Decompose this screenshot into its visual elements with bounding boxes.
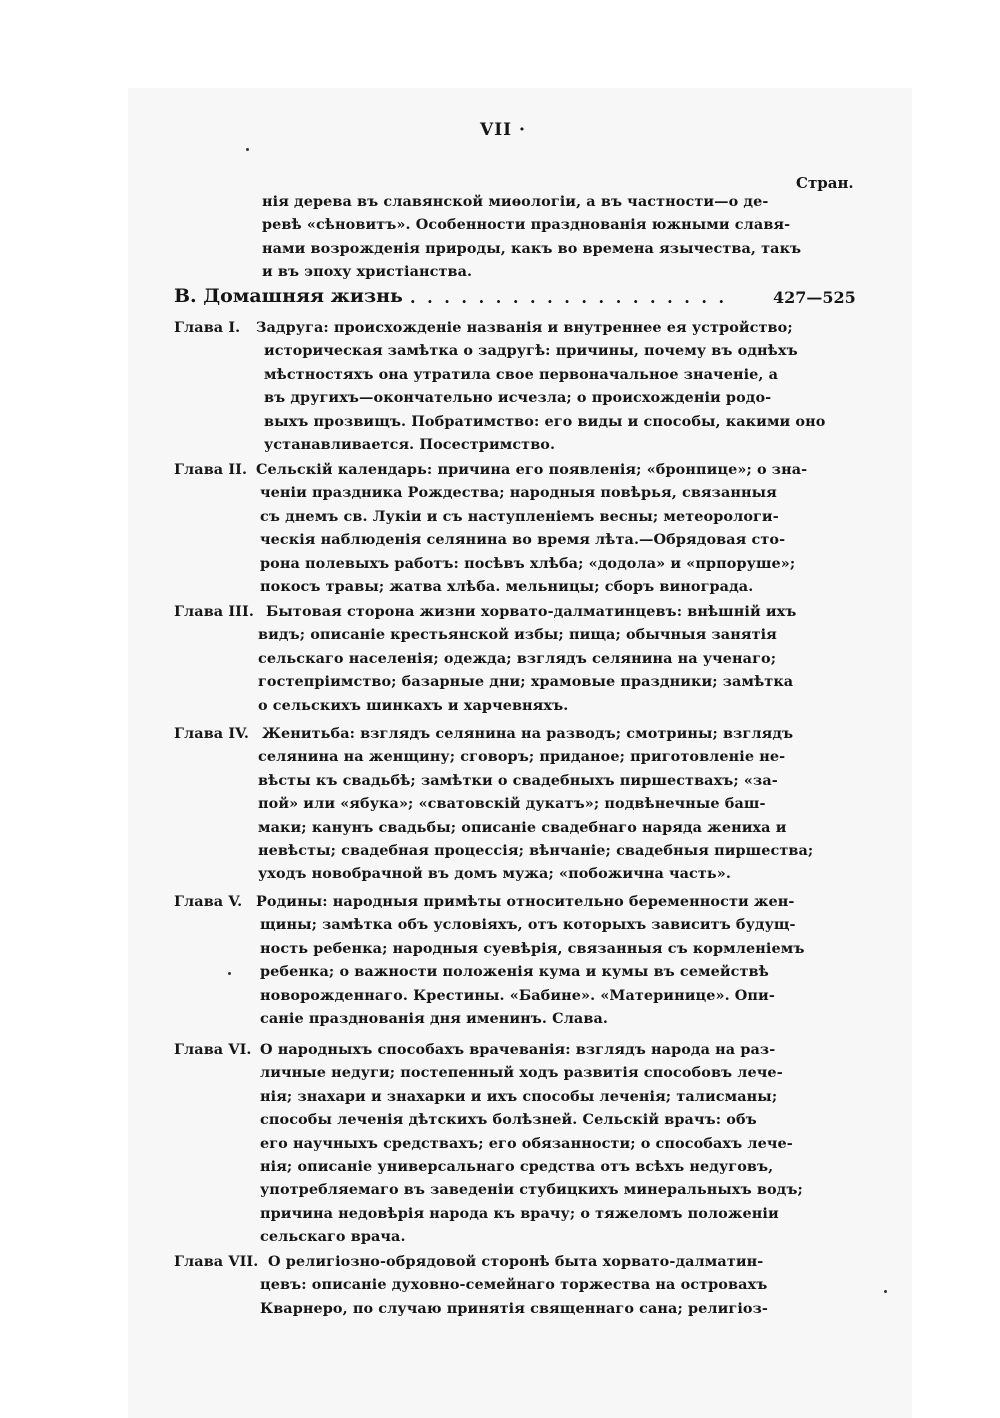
text-line: Бытовая сторона жизни хорвато-далматинцевъ: внѣшній ихъ — [266, 603, 797, 620]
text-line: О религіозно-обрядовой сторонѣ быта хорвато-далматин- — [268, 1253, 764, 1270]
text-line: сельскаго населенія; одежда; взглядъ селянина на ученаго; — [258, 649, 777, 667]
text-line: его научныхъ средствахъ; его обязанности; о способахъ лече- — [260, 1134, 793, 1152]
text-line: селянина на женщину; сговоръ; приданое; приготовленіе не- — [258, 748, 786, 766]
intro-paragraph — [262, 190, 801, 284]
text-line: историческая замѣтка о задругѣ: причины, почему въ однѣхъ — [264, 342, 798, 360]
chapter-summary — [256, 316, 825, 456]
chapter-summary — [260, 1250, 768, 1320]
text-line: ребенка; о важности положенія кума и кумы въ семействѣ — [260, 963, 769, 981]
text-line: съ днемъ св. Лукіи и съ наступленіемъ весны; метеорологи- — [260, 507, 779, 525]
scan-speck — [884, 1290, 887, 1293]
text-line: и въ эпоху христіанства. — [262, 263, 473, 281]
chapter-summary — [256, 890, 804, 1030]
text-line: цевъ: описаніе духовно-семейнаго торжества на островахъ — [260, 1276, 768, 1294]
text-line: нія дерева въ славянской миѳологіи, а въ частности—о де- — [262, 193, 769, 210]
text-line: употребляемаго въ заведеніи стубицкихъ минеральныхъ водъ; — [260, 1181, 803, 1199]
text-line: Задруга: происхожденіе названія и внутреннее ея устройство; — [256, 319, 793, 336]
text-line: саніе празднованія дня именинъ. Слава. — [260, 1009, 608, 1027]
scan-speck — [246, 148, 249, 151]
text-line: сельскаго врача. — [260, 1228, 406, 1246]
text-line: ческія наблюденія селянина во время лѣта.—Обрядовая сто- — [260, 531, 786, 549]
part-page-range: 427—525 — [773, 288, 856, 307]
leader-dots: . . . . . . . . . . . . . . . . . . . — [410, 288, 728, 307]
text-line: способы леченія дѣтскихъ болѣзней. Сельскій врачъ: объ — [260, 1111, 757, 1129]
chapter-label: Глава VII. — [174, 1253, 259, 1270]
chapter-label: Глава VI. — [174, 1041, 252, 1058]
text-line: въ другихъ—окончательно исчезла; о происхожденіи родо- — [264, 389, 772, 407]
text-line: невѣсты; свадебная процессія; вѣнчаніе; свадебныя пиршества; — [258, 841, 814, 859]
page-number: VII · — [480, 120, 526, 140]
page-column-label: Стран. — [796, 174, 854, 192]
text-line: Родины: народныя примѣты относительно беременности жен- — [256, 893, 795, 910]
text-line: видъ; описаніе крестьянской избы; пища; обычныя занятія — [258, 626, 777, 644]
chapter-summary — [258, 722, 814, 886]
chapter-label: Глава III. — [174, 603, 254, 620]
chapter-summary — [260, 1038, 803, 1249]
text-line: мѣстностяхъ она утратила свое первоначальное значеніе, а — [264, 365, 779, 383]
text-line: Женитьба: взглядъ селянина на разводъ; смотрины; взглядъ — [262, 725, 794, 742]
text-line: нами возрожденія природы, какъ во времена язычества, такъ — [262, 239, 802, 257]
chapter-label: Глава II. — [174, 461, 248, 478]
text-line: о сельскихъ шинкахъ и харчевняхъ. — [258, 696, 569, 714]
text-line: вѣсты къ свадьбѣ; замѣтки о свадебныхъ пиршествахъ; «за- — [258, 771, 778, 789]
text-line: новорожденнаго. Крестины. «Бабине». «Материнице». Опи- — [260, 986, 775, 1004]
text-line: ность ребенка; народныя суевѣрія, связанныя съ кормленіемъ — [260, 939, 805, 957]
text-line: нія; описаніе универсальнаго средства отъ всѣхъ недуговъ, — [260, 1157, 774, 1175]
text-line: рона полевыхъ работъ: посѣвъ хлѣба; «додола» и «прпоруше»; — [260, 554, 796, 572]
text-line: Сельскій календарь: причина его появленія; «бронпице»; о зна- — [256, 461, 808, 478]
chapter-label: Глава V. — [174, 893, 243, 910]
text-line: покосъ травы; жатва хлѣба. мельницы; сборъ винограда. — [260, 577, 754, 595]
chapter-label: Глава I. — [174, 319, 241, 336]
text-line: выхъ прозвищъ. Побратимство: его виды и способы, какими оно — [264, 412, 826, 430]
text-line: щины; замѣтка объ условіяхъ, отъ которыхъ зависитъ будущ- — [260, 916, 796, 934]
text-line: уходъ новобрачной въ домъ мужа; «побожична часть». — [258, 865, 732, 883]
text-line: О народныхъ способахъ врачеванія: взглядъ народа на раз- — [260, 1041, 776, 1058]
text-line: Кварнеро, по случаю принятія священнаго сана; религіоз- — [260, 1299, 768, 1317]
text-line: личные недуги; постепенный ходъ развитія способовъ лече- — [260, 1064, 783, 1082]
text-line: устанавливается. Посестримство. — [264, 435, 556, 453]
text-line: нія; знахари и знахарки и ихъ способы леченія; талисманы; — [260, 1087, 778, 1105]
chapter-label: Глава IV. — [174, 725, 250, 742]
text-line: причина недовѣрія народа къ врачу; о тяжеломъ положеніи — [260, 1204, 779, 1222]
chapter-summary — [256, 458, 807, 598]
scan-speck — [228, 972, 231, 975]
text-line: ревѣ «сѣновитъ». Особенности празднованія южными славя- — [262, 216, 791, 234]
text-line: ченіи праздника Рождества; народныя повѣрья, связанныя — [260, 484, 777, 502]
text-line: маки; канунъ свадьбы; описаніе свадебнаго наряда жениха и — [258, 818, 787, 836]
part-heading: В. Домашняя жизнь — [174, 285, 403, 307]
chapter-summary — [258, 600, 797, 717]
text-line: пой» или «ябука»; «сватовскій дукатъ»; подвѣнечные баш- — [258, 795, 766, 813]
text-line: гостепріимство; базарные дни; храмовые праздники; замѣтка — [258, 673, 794, 691]
